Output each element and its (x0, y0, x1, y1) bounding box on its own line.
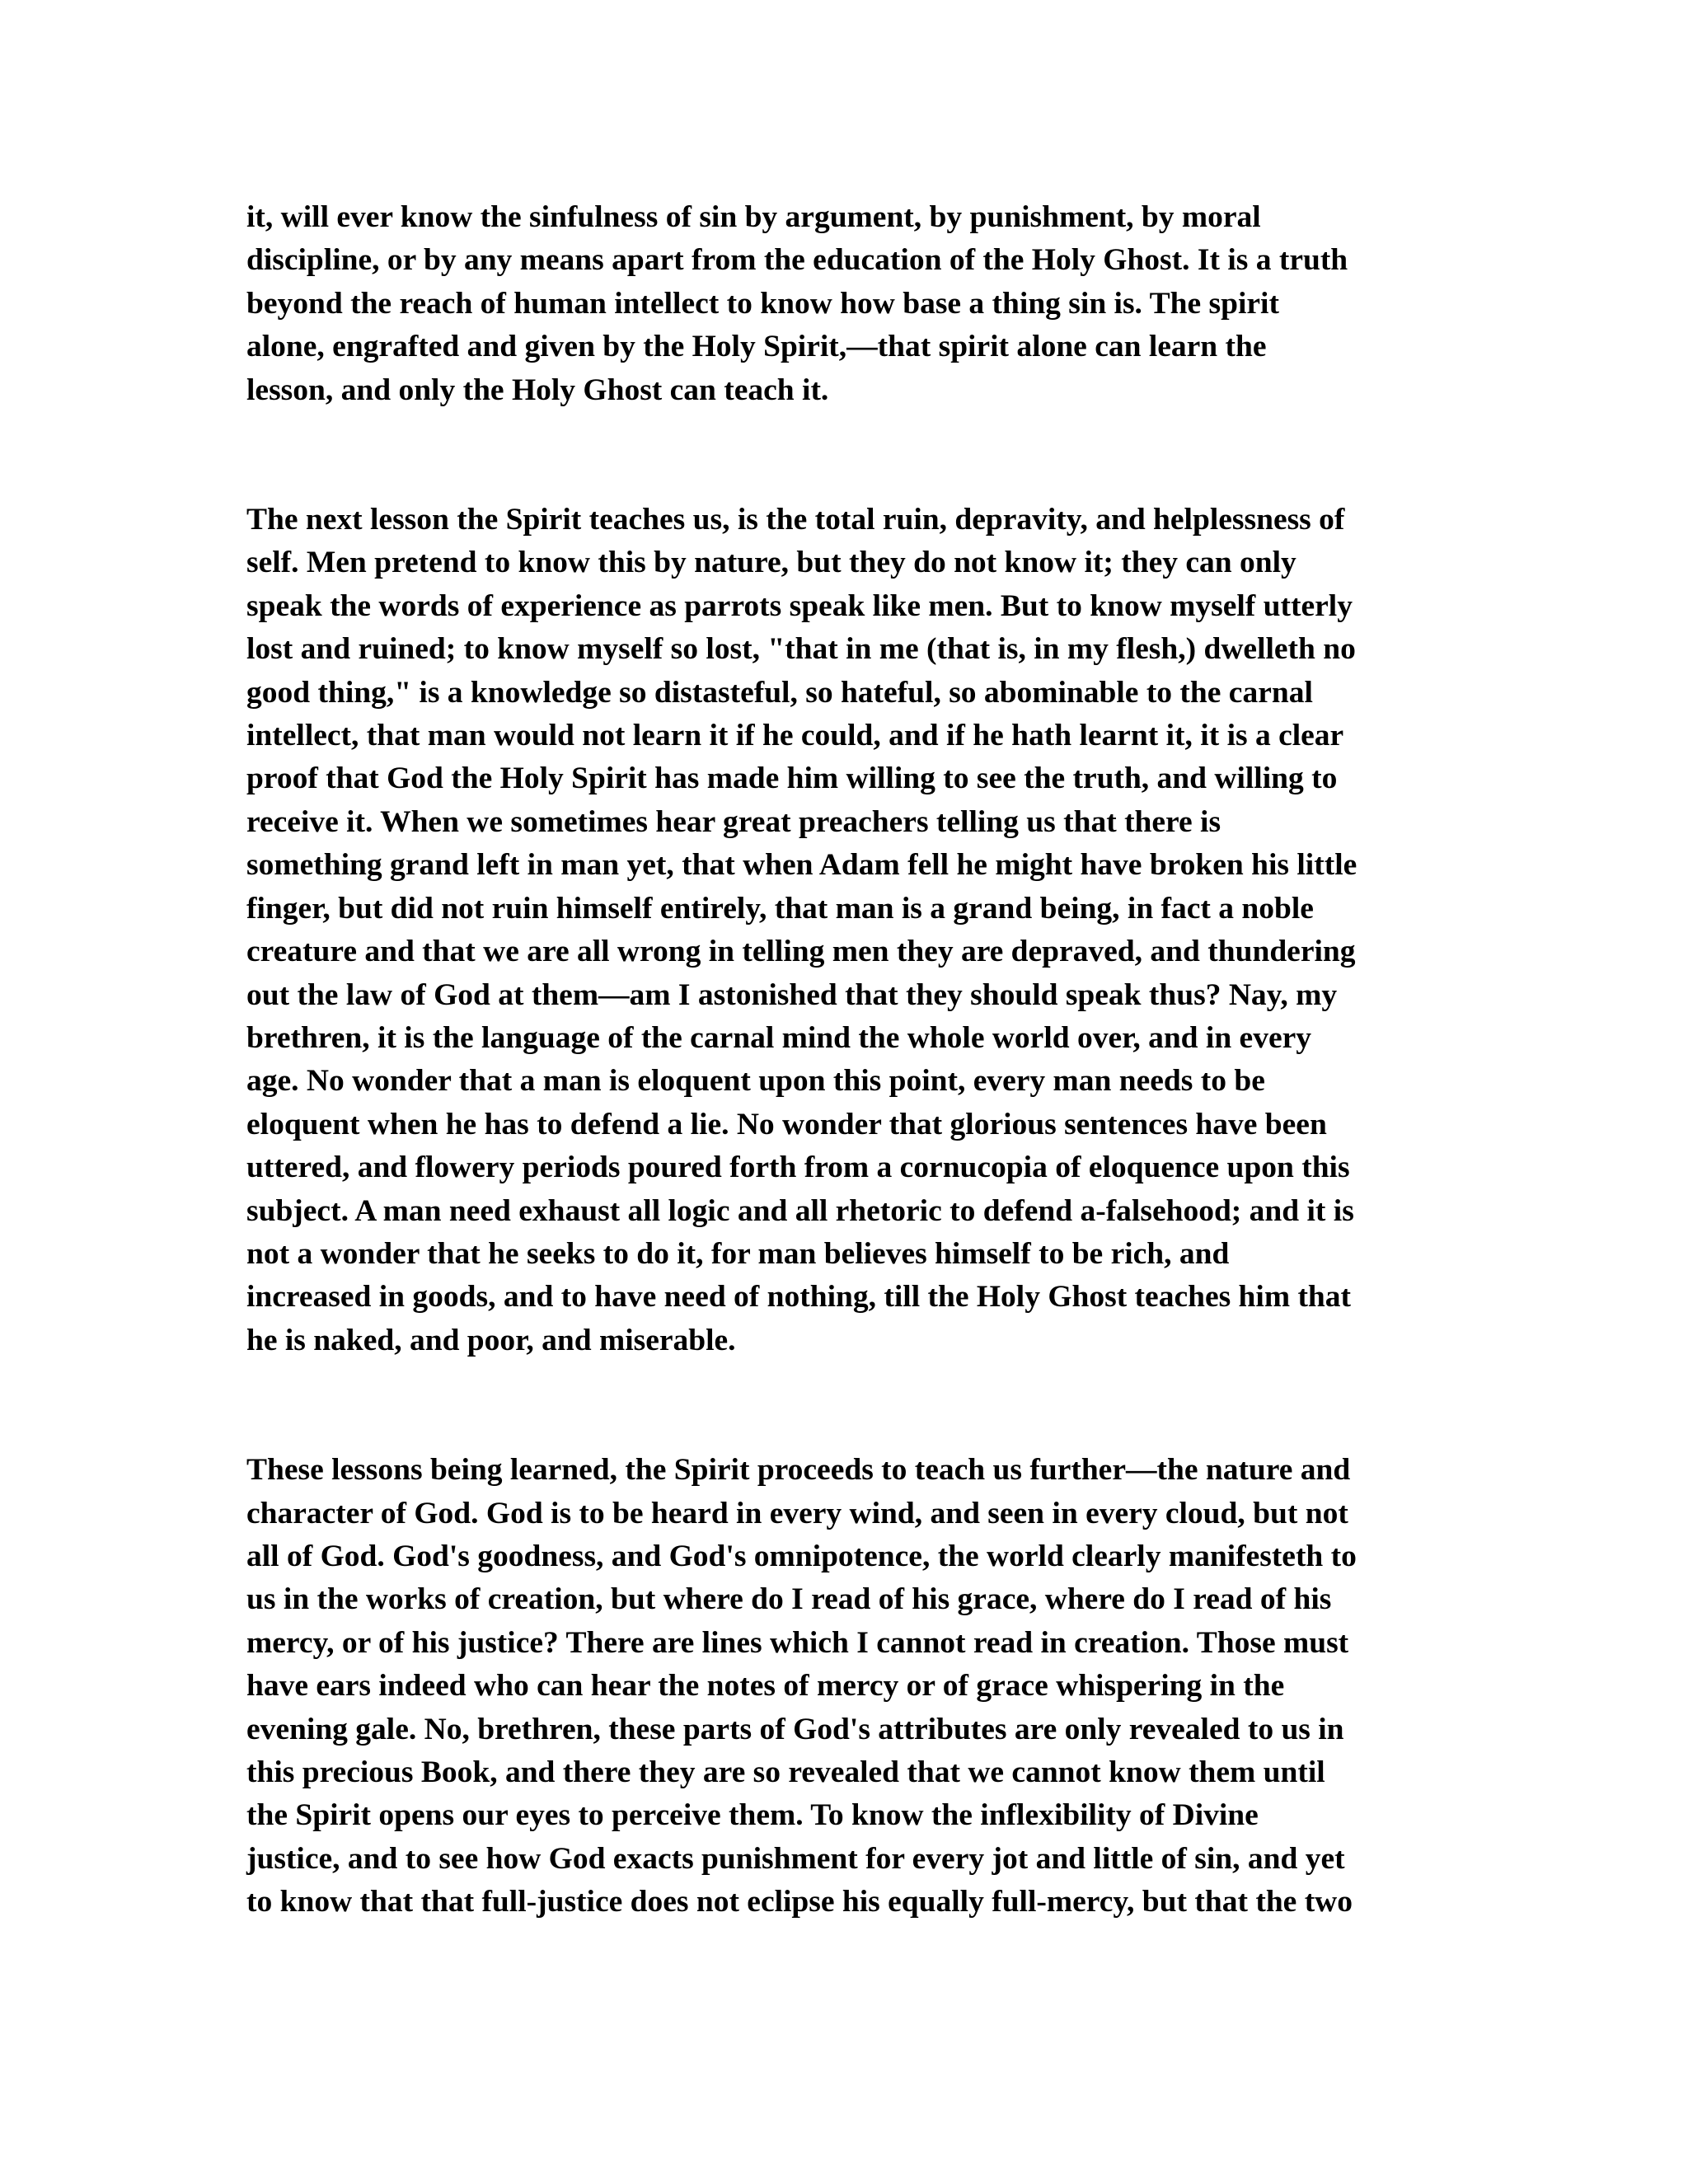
text-line: eloquent when he has to defend a lie. No wonder that glorious sentences have been (246, 1107, 1327, 1141)
text-line: out the law of God at them—am I astonished that they should speak thus? Nay, my (246, 977, 1338, 1012)
text-line: this precious Book, and there they are so revealed that we cannot know them until (246, 1755, 1325, 1789)
text-line: speak the words of experience as parrots speak like men. But to know myself utterly (246, 588, 1353, 623)
paragraph-2 (246, 499, 1433, 1362)
text-line: evening gale. No, brethren, these parts of God's attributes are only revealed to us in (246, 1712, 1344, 1746)
text-line: The next lesson the Spirit teaches us, is the total ruin, depravity, and helplessness of (246, 503, 1345, 537)
text-line: he is naked, and poor, and miserable. (246, 1323, 736, 1357)
text-line: intellect, that man would not learn it if he could, and if he hath learnt it, it is a clear (246, 719, 1344, 753)
text-line: character of God. God is to be heard in every wind, and seen in every cloud, but not (246, 1496, 1348, 1530)
paragraph-3 (246, 1449, 1433, 1924)
text-line: all of God. God's goodness, and God's omnipotence, the world clearly manifesteth to (246, 1539, 1357, 1573)
text-line: alone, engrafted and given by the Holy Spirit,—that spirit alone can learn the (246, 330, 1267, 364)
text-line: not a wonder that he seeks to do it, for man believes himself to be rich, and (246, 1236, 1230, 1271)
text-line: beyond the reach of human intellect to know how base a thing sin is. The spirit (246, 286, 1279, 321)
text-line: lost and ruined; to know myself so lost, "that in me (that is, in my flesh,) dwelleth no (246, 632, 1356, 667)
text-line: self. Men pretend to know this by nature, but they do not know it; they can only (246, 546, 1296, 580)
text-line: brethren, it is the language of the carnal mind the whole world over, and in every (246, 1020, 1311, 1055)
text-line: subject. A man need exhaust all logic and all rhetoric to defend a-falsehood; and it is (246, 1193, 1354, 1228)
text-line: uttered, and flowery periods poured forth from a cornucopia of eloquence upon this (246, 1151, 1350, 1185)
body-text (246, 196, 1433, 1924)
text-line: discipline, or by any means apart from the education of the Holy Ghost. It is a truth (246, 243, 1348, 278)
text-line: have ears indeed who can hear the notes of mercy or of grace whispering in the (246, 1669, 1285, 1704)
text-line: us in the works of creation, but where do I read of his grace, where do I read of his (246, 1582, 1332, 1617)
text-line: mercy, or of his justice? There are lines which I cannot read in creation. Those must (246, 1625, 1349, 1660)
text-line: increased in goods, and to have need of nothing, till the Holy Ghost teaches him that (246, 1280, 1352, 1315)
paragraph-1 (246, 196, 1433, 412)
text-line: finger, but did not ruin himself entirely, that man is a grand being, in fact a noble (246, 891, 1314, 926)
text-line: to know that that full-justice does not eclipse his equally full-mercy, but that the two (246, 1885, 1353, 1919)
text-line: something grand left in man yet, that when Adam fell he might have broken his little (246, 848, 1357, 883)
text-line: proof that God the Holy Spirit has made him willing to see the truth, and willing to (246, 762, 1338, 796)
text-line: good thing," is a knowledge so distasteful, so hateful, so abominable to the carnal (246, 675, 1313, 710)
text-line: the Spirit opens our eyes to perceive them. To know the inflexibility of Divine (246, 1798, 1259, 1833)
text-line: receive it. When we sometimes hear great preachers telling us that there is (246, 804, 1221, 839)
text-line: it, will ever know the sinfulness of sin by argument, by punishment, by moral (246, 200, 1261, 234)
text-line: justice, and to see how God exacts punishment for every jot and little of sin, and yet (246, 1841, 1345, 1876)
text-line: creature and that we are all wrong in telling men they are depraved, and thundering (246, 935, 1356, 969)
text-line: These lessons being learned, the Spirit proceeds to teach us further—the nature and (246, 1453, 1351, 1488)
text-line: lesson, and only the Holy Ghost can teach it. (246, 373, 829, 407)
text-line: age. No wonder that a man is eloquent upon this point, every man needs to be (246, 1064, 1265, 1099)
